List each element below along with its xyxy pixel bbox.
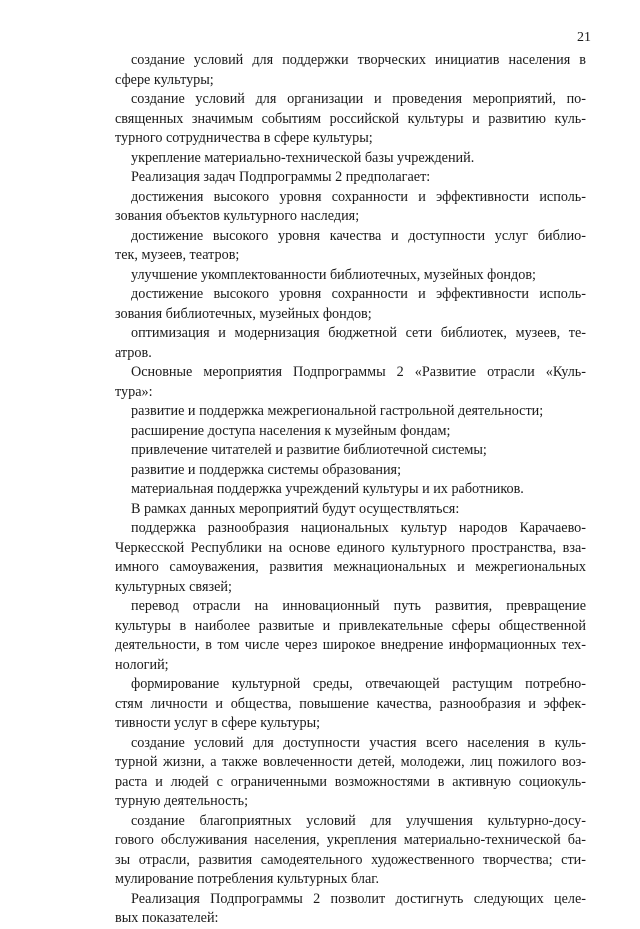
text-line: деятельности, в том числе через широкое внедрение информационных тех-	[115, 637, 586, 653]
text-line: Реализация задач Подпрограммы 2 предполагает:	[131, 169, 431, 185]
text-line: создание условий для организации и проведения мероприятий, по-	[131, 91, 586, 107]
paragraph	[115, 266, 586, 286]
text-line: формирование культурной среды, отвечающей растущим потребно-	[131, 676, 586, 692]
paragraph	[115, 597, 586, 675]
paragraph	[115, 812, 586, 890]
text-line: культуры в наиболее развитые и привлекательные сферы общественной	[115, 617, 586, 634]
text-line: развитие и поддержка межрегиональной гастрольной деятельности;	[131, 403, 544, 419]
text-line: тек, музеев, театров;	[115, 247, 240, 263]
paragraph	[115, 441, 586, 461]
paragraph	[115, 51, 586, 90]
text-line: зы отрасли, развития самодеятельного художественного творчества; сти-	[115, 851, 586, 868]
document-body	[115, 51, 586, 929]
paragraph	[115, 734, 586, 812]
paragraph	[115, 890, 586, 929]
text-line: развитие и поддержка системы образования;	[131, 461, 402, 478]
text-line: В рамках данных мероприятий будут осуществляться:	[131, 500, 460, 517]
text-line: турной жизни, а также вовлеченности детей, молодежи, лиц пожилого воз-	[115, 754, 586, 770]
paragraph	[115, 227, 586, 266]
paragraph	[115, 149, 586, 169]
page-number: 21	[577, 30, 591, 45]
text-line: мулирование потребления культурных благ.	[115, 871, 380, 887]
paragraph	[115, 402, 586, 422]
text-line: достижение высокого уровня сохранности и эффективности исполь-	[131, 286, 586, 302]
text-line: Черкесской Республики на основе единого культурного пространства, вза-	[115, 539, 586, 556]
text-line: тура»:	[115, 383, 153, 400]
text-line: Реализация Подпрограммы 2 позволит достигнуть следующих целе-	[131, 890, 586, 907]
text-line: создание условий для доступности участия всего населения в куль-	[131, 734, 586, 751]
text-line: атров.	[115, 344, 152, 361]
text-line: перевод отрасли на инновационный путь развития, превращение	[131, 598, 586, 614]
paragraph	[115, 675, 586, 734]
text-line: тивности услуг в сфере культуры;	[115, 715, 321, 731]
text-line: зования библиотечных, музейных фондов;	[115, 305, 372, 322]
text-line: укрепление материально-технической базы учреждений.	[131, 149, 475, 166]
paragraph	[115, 168, 586, 188]
paragraph	[115, 285, 586, 324]
text-line: зования объектов культурного наследия;	[115, 208, 360, 224]
text-line: нологий;	[115, 656, 169, 673]
text-line: достижения высокого уровня сохранности и эффективности исполь-	[131, 188, 586, 205]
text-line: культурных связей;	[115, 578, 232, 595]
text-line: вых показателей:	[115, 910, 219, 926]
paragraph	[115, 422, 586, 442]
paragraph	[115, 188, 586, 227]
text-line: создание условий для поддержки творческих инициатив населения в	[131, 52, 586, 68]
text-line: достижение высокого уровня качества и доступности услуг библио-	[131, 227, 586, 244]
text-line: материальная поддержка учреждений культуры и их работников.	[131, 481, 524, 497]
text-line: расширение доступа населения к музейным фондам;	[131, 422, 451, 439]
text-line: имного самоуважения, развития межнациональных и межрегиональных	[115, 559, 586, 575]
text-line: турную деятельность;	[115, 793, 249, 809]
text-line: оптимизация и модернизация бюджетной сети библиотек, музеев, те-	[131, 325, 586, 341]
text-line: улучшение укомплектованности библиотечных, музейных фондов;	[131, 266, 536, 283]
paragraph	[115, 519, 586, 597]
text-line: раста и людей с ограниченными возможностями в активную социокуль-	[115, 773, 586, 790]
paragraph	[115, 480, 586, 500]
text-line: стям личности и общества, повышение качества, разнообразия и эффек-	[115, 695, 586, 712]
text-line: гового обслуживания населения, укрепления материально-технической ба-	[115, 832, 586, 848]
text-line: поддержка разнообразия национальных культур народов Карачаево-	[131, 520, 586, 536]
paragraph	[115, 363, 586, 402]
paragraph	[115, 90, 586, 149]
text-line: привлечение читателей и развитие библиотечной системы;	[131, 442, 487, 458]
text-line: Основные мероприятия Подпрограммы 2 «Развитие отрасли «Куль-	[131, 364, 586, 380]
paragraph	[115, 461, 586, 481]
paragraph	[115, 500, 586, 520]
text-line: создание благоприятных условий для улучшения культурно-досу-	[131, 812, 586, 829]
paragraph	[115, 324, 586, 363]
text-line: сфере культуры;	[115, 71, 214, 88]
text-line: священных значимым событиям российской культуры и развитию куль-	[115, 110, 586, 127]
text-line: турного сотрудничества в сфере культуры;	[115, 130, 373, 146]
